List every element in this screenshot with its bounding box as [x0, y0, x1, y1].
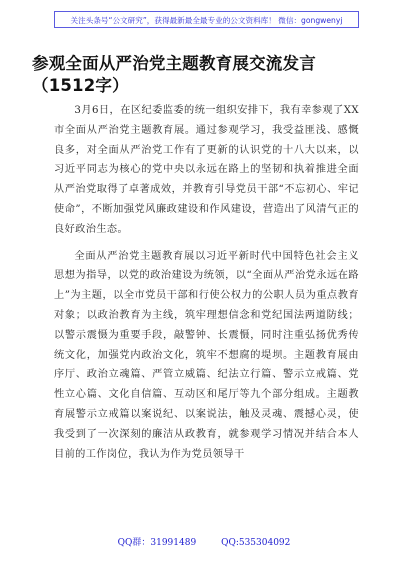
paragraph: 全面从严治党主题教育展以习近平新时代中国特色社会主义思想为指导，以党的政治建设为统领，以“全面从严治党永远在路上”为主题，以全市党员干部和行使公权力的公职人员为重点教育对象；以政治教育为主线，筑牢理想信念和党纪国法两道防线；以警示震慑为重要手段，敲警钟、长震慑，同时注重弘扬优秀传统文化，加强党内政治文化，筑牢不想腐的堤坝。主题教育展由序厅、政治立魂篇、严管立威篇、纪法立行篇、警示立戒篇、党性立心篇、文化自信篇、互动区和尾厅等九个部分组成。主题教育展警示立戒篇以案说纪、以案说法，触及灵魂、震撼心灵，使我受到了一次深刻的廉洁从政教育，就参观学习情况并结合本人目前的工作岗位，我认为作为党员领导干: [54, 250, 359, 460]
title-word-count: （1512字）: [32, 76, 129, 95]
footer-qq-group: QQ群：31991489: [117, 538, 197, 548]
title-main: 参观全面从严治党主题教育展交流发言: [32, 54, 316, 73]
footer-contact: [0, 535, 408, 548]
footer-qq: QQ:535304092: [221, 538, 291, 548]
top-banner: 关注头条号“公文研究”，获得最新最全最专业的公文资料库！ 微信：gongwenyj: [54, 11, 359, 28]
paragraph: 3月6日，在区纪委监委的统一组织安排下，我有幸参观了XX市全面从严治党主题教育展。通过参观学习，我受益匪浅、感慨良多，对全面从严治党工作有了更新的认识党的十八大以来，以习近平同志为核心的党中央以永远在路上的坚韧和执着推进全面从严治党取得了卓著成效，并教育引导党员干部“不忘初心、牢记使命”，不断加强党风廉政建设和作风建设，营造出了风清气正的良好政治生态。: [54, 105, 359, 235]
document-title: [32, 53, 378, 97]
document-body: [54, 101, 359, 464]
